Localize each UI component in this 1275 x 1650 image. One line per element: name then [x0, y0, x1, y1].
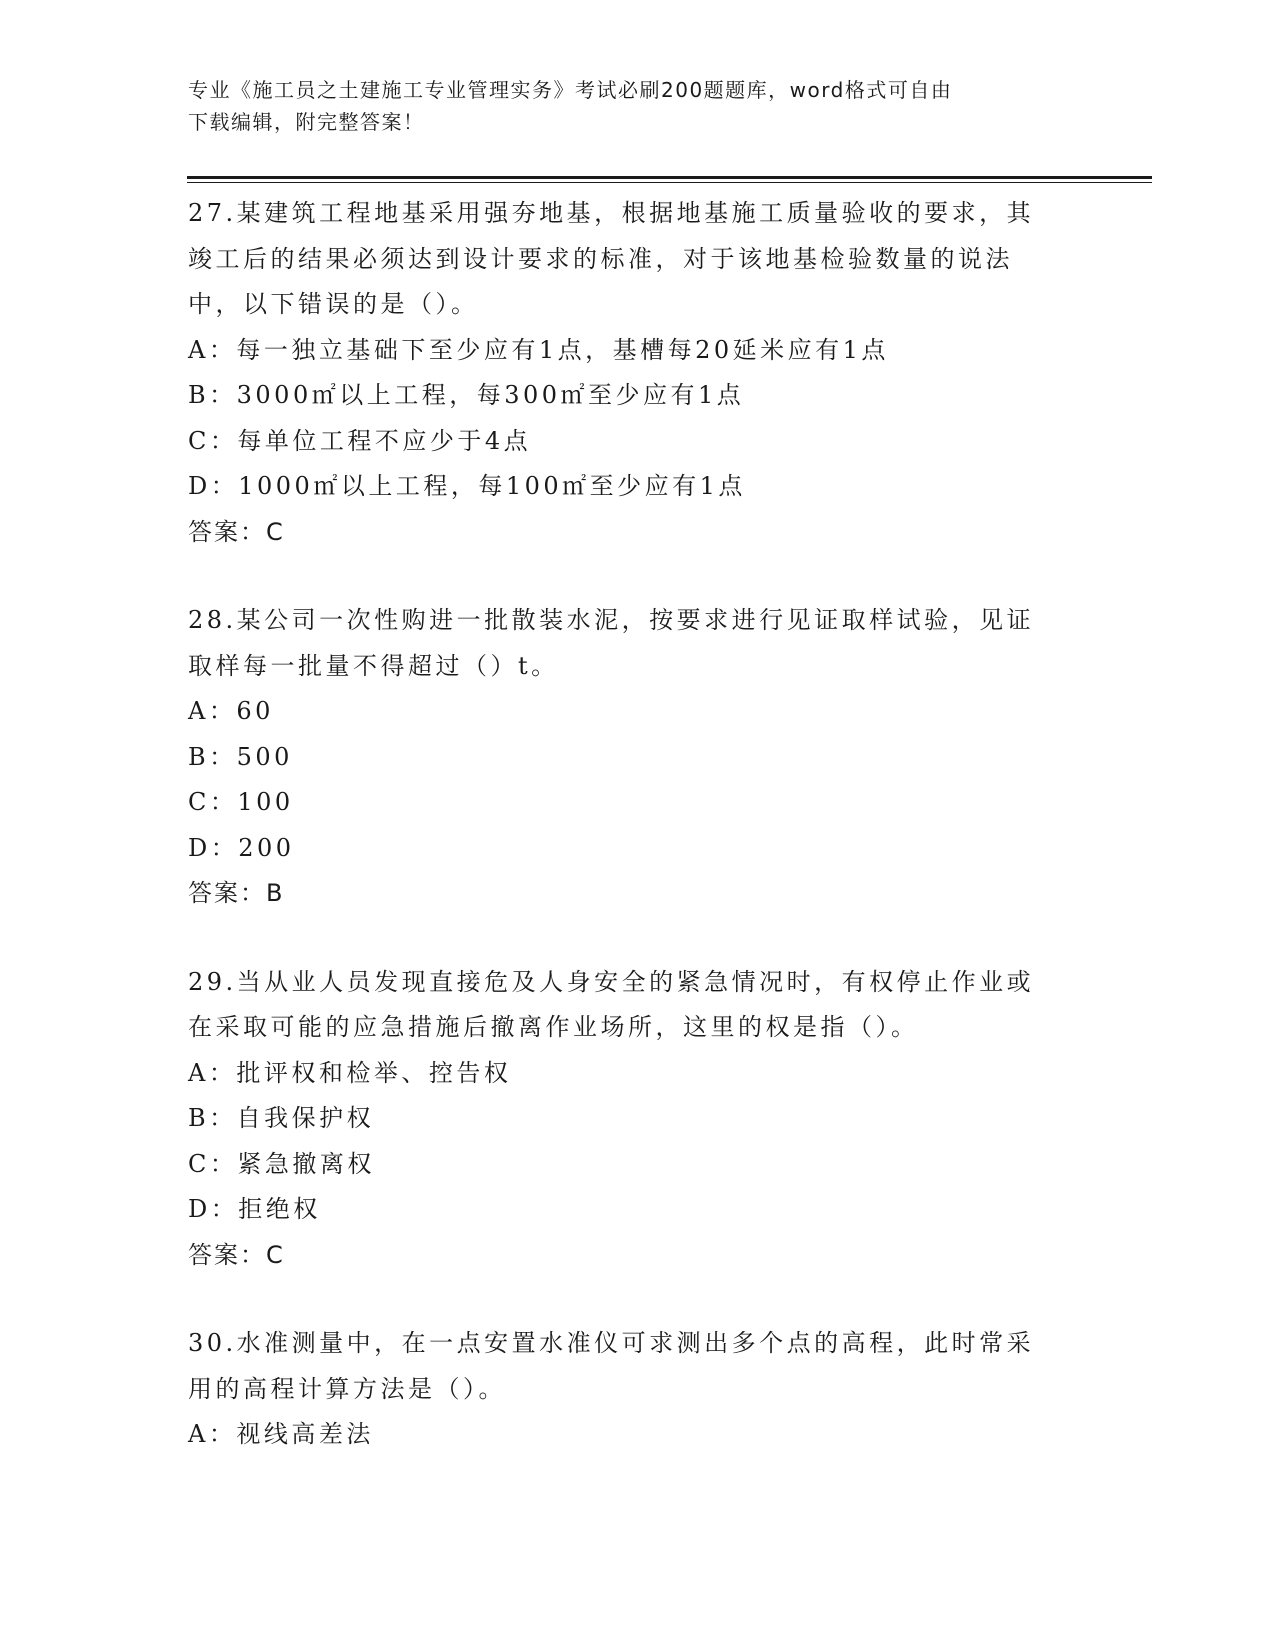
option-a: A：视线高差法 — [188, 1420, 374, 1448]
question-28 — [188, 598, 1088, 917]
option-c: C：紧急撤离权 — [188, 1149, 375, 1178]
question-text-line: 竣工后的结果必须达到设计要求的标准，对于该地基检验数量的说法 — [188, 244, 1013, 273]
option-a: A：批评权和检举、控告权 — [188, 1058, 512, 1087]
option-d: D：1000㎡以上工程，每100㎡至少应有1点 — [188, 472, 746, 500]
option-b: B：500 — [188, 742, 293, 771]
question-27 — [188, 191, 1088, 555]
option-c: C：每单位工程不应少于4点 — [188, 426, 532, 455]
question-30 — [188, 1321, 1088, 1458]
option-a: A：每一独立基础下至少应有1点，基槽每20延米应有1点 — [188, 335, 889, 364]
option-d: D：拒绝权 — [188, 1195, 321, 1223]
question-text-line: 在采取可能的应急措施后撤离作业场所，这里的权是指（）。 — [188, 1013, 919, 1041]
question-text-line: 29.当从业人员发现直接危及人身安全的紧急情况时，有权停止作业或 — [188, 967, 1035, 996]
header-line-1: 专业《施工员之土建施工专业管理实务》考试必刷200题题库，word格式可自由 — [188, 78, 953, 102]
answer-line: 答案：C — [188, 1240, 285, 1269]
question-text-line: 取样每一批量不得超过（）t。 — [188, 651, 559, 680]
question-text-line: 用的高程计算方法是（）。 — [188, 1374, 506, 1403]
question-text-line: 30.水准测量中，在一点安置水准仪可求测出多个点的高程，此时常采 — [188, 1329, 1035, 1357]
question-text-line: 27.某建筑工程地基采用强夯地基，根据地基施工质量验收的要求，其 — [188, 199, 1035, 227]
option-b: B：自我保护权 — [188, 1104, 375, 1132]
answer-line: 答案：C — [188, 517, 285, 546]
option-c: C：100 — [188, 788, 294, 816]
answer-line: 答案：B — [188, 879, 285, 907]
header-line-2: 下载编辑，附完整答案！ — [188, 110, 425, 134]
question-29 — [188, 960, 1088, 1279]
document-header — [188, 74, 1088, 138]
question-text-line: 中，以下错误的是（）。 — [188, 290, 479, 318]
option-a: A：60 — [188, 697, 274, 725]
option-d: D：200 — [188, 833, 295, 862]
question-list — [188, 191, 1088, 1501]
option-b: B：3000㎡以上工程，每300㎡至少应有1点 — [188, 381, 745, 409]
question-text-line: 28.某公司一次性购进一批散装水泥，按要求进行见证取样试验，见证 — [188, 606, 1035, 634]
header-divider-thick — [187, 176, 1152, 179]
header-divider-thin — [187, 182, 1152, 183]
